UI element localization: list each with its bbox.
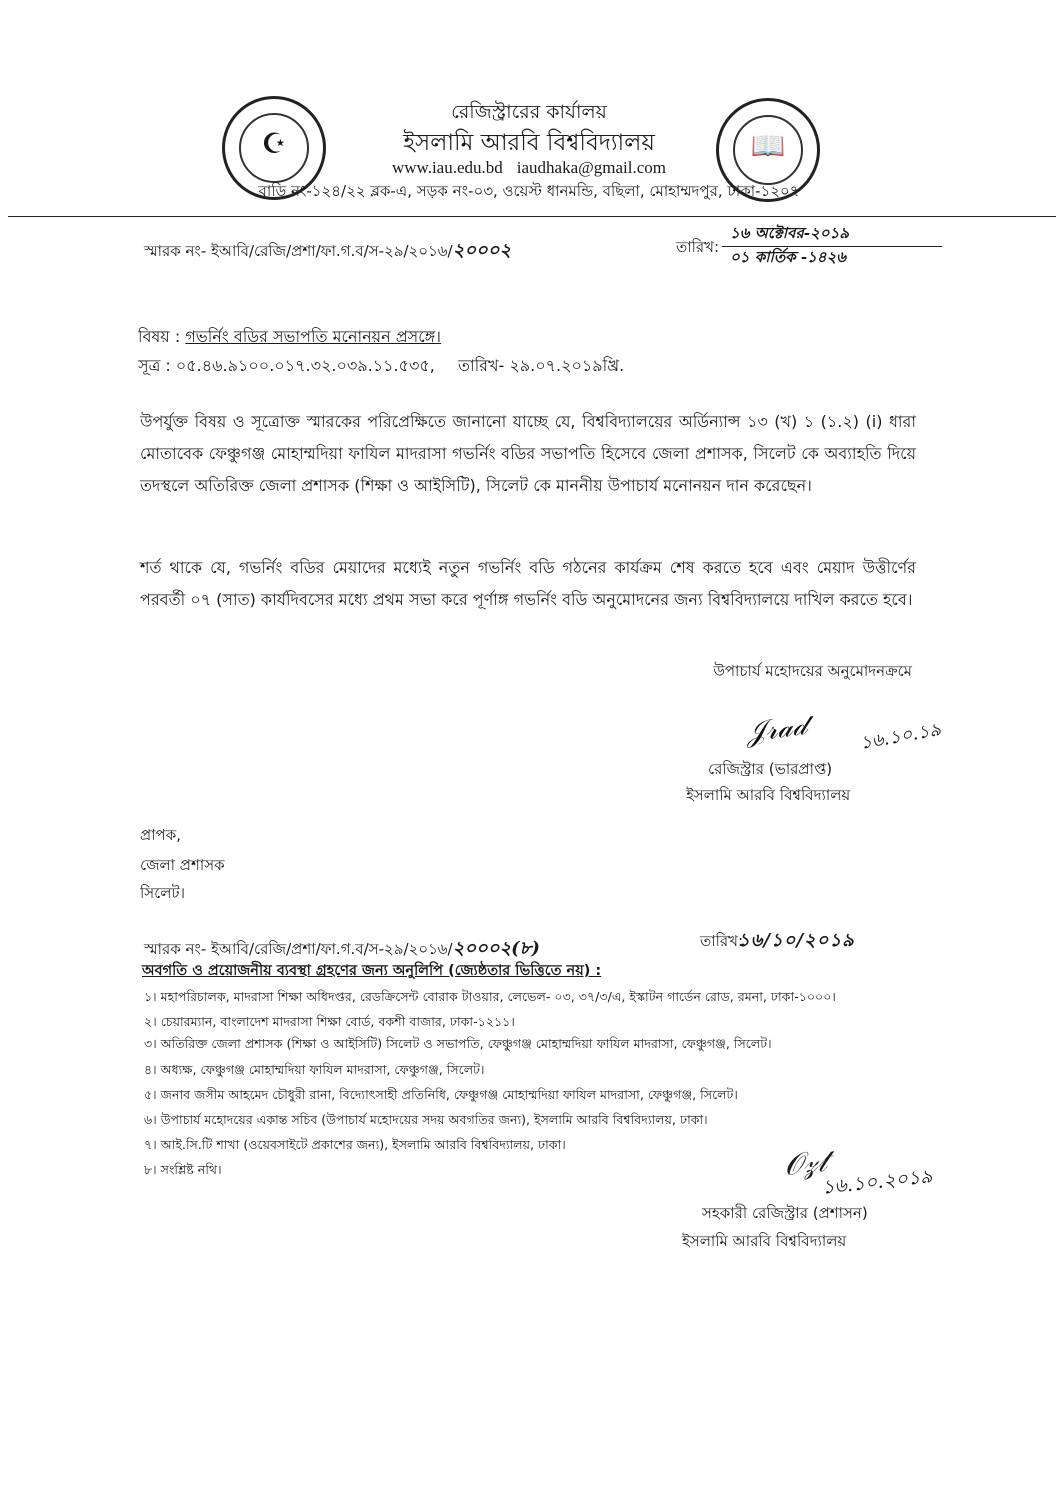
- website-link[interactable]: www.iau.edu.bd: [391, 158, 503, 177]
- registrar-title: রেজিস্ট্রার (ভারপ্রাপ্ত): [708, 760, 833, 778]
- memo-date-label: তারিখ:: [676, 238, 720, 256]
- memo-ref-handwritten: ২০০০২: [452, 240, 512, 261]
- list-item: ৪। অধ্যক্ষ, ফেঞ্চুগঞ্জ মোহাম্মদিয়া ফাযিল মাদরাসা, ফেঞ্চুগঞ্জ, সিলেট।: [144, 1062, 485, 1077]
- memo-ref: [144, 236, 511, 267]
- memo-date-bangla: ০১ কার্তিক -১৪২৬: [730, 248, 847, 266]
- list-item: ৬। উপাচার্য মহোদয়ের একান্ত সচিব (উপাচার্য মহোদয়ের সদয় অবগতির জন্য), ইসলামি আরবি বিশ্ববিদ্যালয়, ঢাকা।: [144, 1112, 708, 1127]
- recipient-label: প্রাপক,: [140, 826, 181, 844]
- body-paragraph-1: উপর্যুক্ত বিষয় ও সূত্রোক্ত স্মারকের পরিপ্রেক্ষিতে জানানো যাচ্ছে যে, বিশ্ববিদ্যালয়ের অর্ডিন্যান্স ১৩ (খ) ১ (১.২) (i) ধারা মোতাবেক ফেঞ্চুগঞ্জ মোহাম্মদিয়া ফাযিল মাদরাসা গভর্নিং বডির সভাপতি হিসেবে জেলা প্রশাসক, সিলেট কে অব্যাহতি দিয়ে তদস্থলে অতিরিক্ত জেলা প্রশাসক (শিক্ষা ও আইসিটি), সিলেট কে মাননীয় উপাচার্য মনোনয়ন দান করেছেন।: [140, 412, 916, 495]
- assistant-registrar-university: ইসলামি আরবি বিশ্ববিদ্যালয়: [682, 1232, 847, 1250]
- subject-line: [138, 324, 441, 351]
- memo-date-english: ১৬ অক্টোবর-২০১৯: [730, 224, 849, 242]
- reference-line: [138, 353, 624, 380]
- copy-memo-ref-handwritten: ২০০০২(৮): [452, 938, 540, 959]
- body-paragraph-2: শর্ত থাকে যে, গভর্নিং বডির মেয়াদের মধ্যেই নতুন গভর্নিং বডি গঠনের কার্যক্রম শেষ করতে হবে এবং মেয়াদ উত্তীর্ণের পরবর্তী ০৭ (সাত) কার্যদিবসের মধ্যে প্রথম সভা করে পূর্ণাঙ্গ গভর্নিং বডি অনুমোদনের জন্য বিশ্ববিদ্যালয়ে দাখিল করতে হবে।: [140, 558, 916, 609]
- list-item: ৩। অতিরিক্ত জেলা প্রশাসক (শিক্ষা ও আইসিটি) সিলেট ও সভাপতি, ফেঞ্চুগঞ্জ মোহাম্মদিয়া ফাযিল মাদরাসা, ফেঞ্চুগঞ্জ, সিলেট।: [144, 1036, 772, 1051]
- subject-label: বিষয় :: [138, 327, 181, 346]
- address: বাড়ি নং-১২৪/২২ ব্লক-এ, সড়ক নং-০৩, ওয়েস্ট ধানমন্ডি, বছিলা, মোহাম্মদপুর, ঢাকা-১২০৭: [258, 182, 800, 200]
- university-name: ইসলামি আরবি বিশ্ববিদ্যালয়: [403, 130, 655, 156]
- assistant-registrar-title: সহকারী রেজিস্ট্রার (প্রশাসন): [702, 1204, 868, 1222]
- header-divider: [8, 216, 1056, 217]
- copy-memo-ref-prefix: স্মারক নং- ইআবি/রেজি/প্রশা/ফা.গ.ব/স-২৯/২০১৬/: [144, 940, 453, 958]
- assistant-registrar-signature: 𝒪𝓏𝓉: [782, 1143, 829, 1184]
- list-item: ৮। সংশ্লিষ্ট নথি।: [144, 1162, 222, 1177]
- registrar-signature-date: ১৬.১০.১৯: [858, 719, 943, 754]
- copies-heading: অবগতি ও প্রয়োজনীয় ব্যবস্থা গ্রহণের জন্য অনুলিপি (জ্যেষ্ঠতার ভিত্তিতে নয়) :: [142, 963, 602, 979]
- registrar-signature: 𝒥𝓇𝒶𝒹: [743, 707, 809, 750]
- contact-line: [0, 158, 1058, 178]
- reference-number: : ০৫.৪৬.৯১০০.০১৭.৩২.০৩৯.১১.৫৩৫,: [165, 356, 435, 375]
- approval-note: উপাচার্য মহোদয়ের অনুমোদনক্রমে: [713, 662, 912, 680]
- copy-memo-date-label: তারিখ:: [700, 932, 744, 950]
- memo-ref-prefix: স্মারক নং- ইআবি/রেজি/প্রশা/ফা.গ.ব/স-২৯/২০১৬/: [144, 242, 453, 260]
- subject-text: গভর্নিং বডির সভাপতি মনোনয়ন প্রসঙ্গে।: [185, 327, 442, 346]
- registrar-university: ইসলামি আরবি বিশ্ববিদ্যালয়: [686, 786, 851, 804]
- list-item: ১। মহাপরিচালক, মাদরাসা শিক্ষা অধিদপ্তর, রেডক্রিসেন্ট বোরাক টাওয়ার, লেভেল- ০৩, ৩৭/৩/এ, ইস্কাটন গার্ডেন রোড, রমনা, ঢাকা-১০০০।: [144, 989, 836, 1004]
- recipient-name: জেলা প্রশাসক: [140, 856, 225, 874]
- office-name: রেজিস্ট্রারের কার্যালয়: [451, 101, 607, 123]
- list-item: ৫। জনাব জসীম আহমেদ চৌধুরী রানা, বিদ্যোৎসাহী প্রতিনিধি, ফেঞ্চুগঞ্জ মোহাম্মদিয়া ফাযিল মাদরাসা, ফেঞ্চুগঞ্জ, সিলেট।: [144, 1087, 738, 1102]
- reference-date: তারিখ- ২৯.০৭.২০১৯খ্রি.: [457, 356, 625, 375]
- list-item: ৭। আই.সি.টি শাখা (ওয়েবসাইটে প্রকাশের জন্য), ইসলামি আরবি বিশ্ববিদ্যালয়, ঢাকা।: [144, 1137, 566, 1152]
- book-icon: 📖: [750, 129, 786, 162]
- email-link[interactable]: iaudhaka@gmail.com: [516, 158, 667, 177]
- list-item: ২। চেয়ারম্যান, বাংলাদেশ মাদরাসা শিক্ষা বোর্ড, বকশী বাজার, ঢাকা-১২১১।: [144, 1014, 515, 1029]
- copy-memo-date: ১৬/১০/২০১৯: [738, 930, 855, 951]
- assistant-registrar-signature-date: ১৬.১০.২০১৯: [820, 1165, 934, 1199]
- recipient-location: সিলেট।: [140, 884, 185, 902]
- crescent-icon: ☪: [261, 127, 287, 160]
- reference-label: সূত্র: [138, 356, 161, 375]
